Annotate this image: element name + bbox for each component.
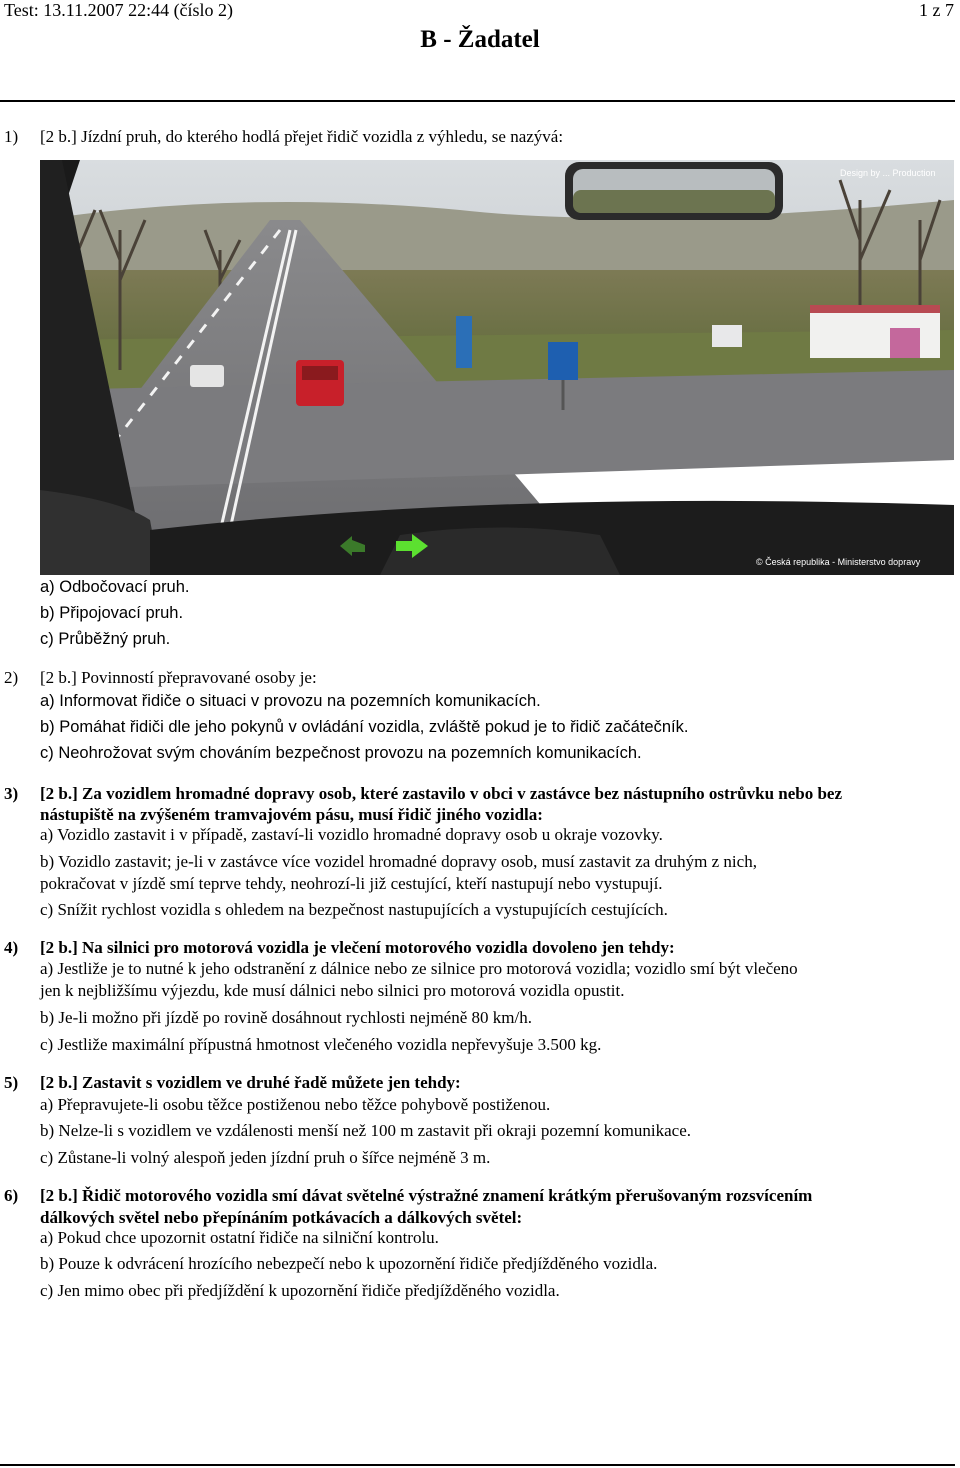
- answer-6a[interactable]: a) Pokud chce upozornit ostatní řidiče na silniční kontrolu.: [40, 1228, 439, 1247]
- question-number: 1): [4, 127, 19, 146]
- answer-4c[interactable]: c) Jestliže maximální přípustná hmotnost vlečeného vozidla nepřevyšuje 3.500 kg.: [40, 1035, 602, 1054]
- question-text: Na silnici pro motorová vozidla je vlečení motorového vozidla dovoleno jen tehdy:: [82, 938, 675, 957]
- answer-6b[interactable]: b) Pouze k odvrácení hrozícího nebezpečí nebo k upozornění řidiče předjížděného vozidla.: [40, 1254, 658, 1273]
- question-points: [2 b.]: [40, 1186, 78, 1205]
- page-title: B - Žadatel: [420, 26, 540, 53]
- question-points: [2 b.]: [40, 938, 78, 957]
- question-text: Povinností přepravované osoby je:: [81, 668, 317, 687]
- question-text-line-1: Za vozidlem hromadné dopravy osob, které zastavilo v obci v zastávce bez nástupního ostrůvku nebo bez: [82, 784, 843, 803]
- page-counter: 1 z 7: [919, 0, 954, 20]
- question-points: [2 b.]: [40, 1073, 78, 1092]
- answer-1b[interactable]: b) Připojovací pruh.: [40, 604, 184, 622]
- answer-3a[interactable]: a) Vozidlo zastavit i v případě, zastaví-li vozidlo hromadné dopravy osob u okraje vozovky.: [40, 825, 663, 844]
- answer-6c[interactable]: c) Jen mimo obec při předjíždění k upozornění řidiče předjížděného vozidla.: [40, 1281, 560, 1300]
- answer-3b-cont: pokračovat v jízdě smí teprve tehdy, neohrozí-li již cestující, kteří nastupují nebo vystupují.: [40, 874, 663, 893]
- answer-5b[interactable]: b) Nelze-li s vozidlem ve vzdálenosti menší než 100 m zastavit při okraji pozemní komunikace.: [40, 1121, 691, 1140]
- question-5: [4, 1072, 461, 1093]
- question-number: 3): [4, 784, 19, 803]
- answer-5c[interactable]: c) Zůstane-li volný alespoň jeden jízdní pruh o šířce nejméně 3 m.: [40, 1148, 491, 1167]
- question-points: [2 b.]: [40, 127, 77, 146]
- question-number: 6): [4, 1186, 19, 1205]
- answer-1a[interactable]: a) Odbočovací pruh.: [40, 578, 190, 596]
- question-3: [4, 783, 954, 804]
- answer-4a-cont: jen k nejbližšímu výjezdu, kde musí dálnici nebo silnici pro motorová vozidla opustit.: [40, 981, 625, 1000]
- question-text-line-1: Řidič motorového vozidla smí dávat světelné výstražné znamení krátkým přerušovaným rozsvícením: [82, 1186, 813, 1205]
- question-photo: [40, 160, 954, 575]
- question-number: 4): [4, 938, 19, 957]
- question-text: Jízdní pruh, do kterého hodlá přejet řidič vozidla z výhledu, se nazývá:: [81, 127, 564, 146]
- answer-3b[interactable]: b) Vozidlo zastavit; je-li v zastávce více vozidel hromadné dopravy osob, musí zastavit za druhým z nich,: [40, 852, 757, 871]
- answer-2c[interactable]: c) Neohrožovat svým chováním bezpečnost provozu na pozemních komunikacích.: [40, 744, 642, 762]
- answer-2a[interactable]: a) Informovat řidiče o situaci v provozu na pozemních komunikacích.: [40, 692, 541, 710]
- header-divider: [0, 100, 955, 102]
- answer-3c[interactable]: c) Snížit rychlost vozidla s ohledem na bezpečnost nastupujících a vystupujících cestujících.: [40, 900, 668, 919]
- question-2: [4, 668, 317, 688]
- footer-divider: [0, 1464, 955, 1466]
- photo-watermark-top: Design by ... Production: [840, 168, 936, 178]
- question-text: Zastavit s vozidlem ve druhé řadě můžete jen tehdy:: [82, 1073, 461, 1092]
- question-text-line-2: dálkových světel nebo přepínáním potkávacích a dálkových světel:: [40, 1208, 523, 1227]
- answer-4b[interactable]: b) Je-li možno při jízdě po rovině dosáhnout rychlosti nejméně 80 km/h.: [40, 1008, 532, 1027]
- question-4: [4, 937, 675, 958]
- answer-1c[interactable]: c) Průběžný pruh.: [40, 630, 171, 648]
- question-number: 5): [4, 1073, 19, 1092]
- answer-2b[interactable]: b) Pomáhat řidiči dle jeho pokynů v ovládání vozidla, zvláště pokud je to řidič začátečník.: [40, 718, 689, 736]
- photo-watermark-bottom: © Česká republika - Ministerstvo dopravy: [756, 557, 921, 567]
- question-text-line-2: nástupiště na zvýšeném tramvajovém pásu, musí řidič jiného vozidla:: [40, 805, 543, 824]
- answer-5a[interactable]: a) Přepravujete-li osobu těžce postiženou nebo těžce pohybově postiženou.: [40, 1095, 551, 1114]
- question-number: 2): [4, 668, 19, 687]
- question-1: [4, 127, 563, 147]
- question-points: [2 b.]: [40, 668, 77, 687]
- question-points: [2 b.]: [40, 784, 78, 803]
- answer-4a[interactable]: a) Jestliže je to nutné k jeho odstranění z dálnice nebo ze silnice pro motorová vozidla; vozidlo smí být vlečeno: [40, 959, 798, 978]
- question-6: [4, 1185, 954, 1206]
- test-header-info: Test: 13.11.2007 22:44 (číslo 2): [4, 0, 234, 20]
